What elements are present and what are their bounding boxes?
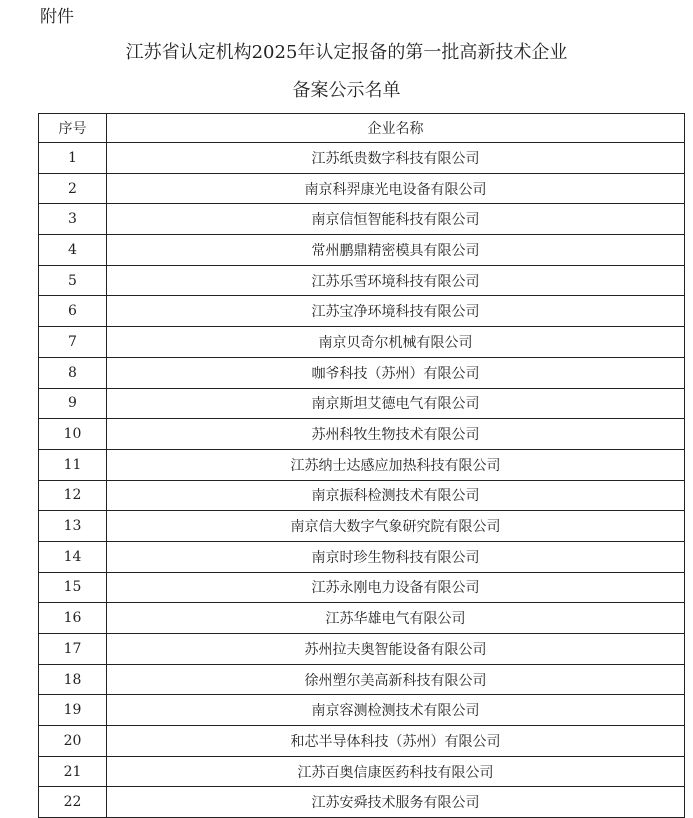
row-company-name: 南京信恒智能科技有限公司 — [107, 204, 685, 235]
company-table — [38, 113, 685, 818]
table-row — [39, 449, 685, 480]
row-serial-number: 11 — [39, 449, 107, 480]
table-row — [39, 357, 685, 388]
row-serial-number: 17 — [39, 634, 107, 665]
row-company-name: 南京振科检测技术有限公司 — [107, 480, 685, 511]
header-company-name: 企业名称 — [107, 114, 685, 143]
row-serial-number: 19 — [39, 695, 107, 726]
row-company-name: 江苏华雄电气有限公司 — [107, 603, 685, 634]
row-company-name: 江苏永刚电力设备有限公司 — [107, 572, 685, 603]
table-row — [39, 204, 685, 235]
attachment-label: 附件 — [40, 7, 74, 27]
row-serial-number: 1 — [39, 143, 107, 174]
table-row — [39, 296, 685, 327]
table-row — [39, 756, 685, 787]
document-title: 江苏省认定机构2025年认定报备的第一批高新技术企业 — [125, 42, 568, 63]
row-serial-number: 6 — [39, 296, 107, 327]
row-company-name: 南京斯坦艾德电气有限公司 — [107, 388, 685, 419]
row-serial-number: 2 — [39, 173, 107, 204]
table-row — [39, 173, 685, 204]
table-row — [39, 726, 685, 757]
row-company-name: 苏州科牧生物技术有限公司 — [107, 419, 685, 450]
header-serial-number: 序号 — [39, 114, 107, 143]
row-serial-number: 18 — [39, 664, 107, 695]
table-row — [39, 541, 685, 572]
row-serial-number: 10 — [39, 419, 107, 450]
document-subtitle: 备案公示名单 — [292, 80, 401, 101]
table-row — [39, 695, 685, 726]
row-company-name: 南京科羿康光电设备有限公司 — [107, 173, 685, 204]
row-serial-number: 4 — [39, 235, 107, 266]
table-row — [39, 480, 685, 511]
row-company-name: 咖爷科技（苏州）有限公司 — [107, 357, 685, 388]
table-row — [39, 603, 685, 634]
row-company-name: 江苏安舜技术服务有限公司 — [107, 787, 685, 818]
table-row — [39, 664, 685, 695]
table-row — [39, 388, 685, 419]
table-row — [39, 511, 685, 542]
row-company-name: 江苏纳士达感应加热科技有限公司 — [107, 449, 685, 480]
table-row — [39, 143, 685, 174]
row-company-name: 江苏纸贵数字科技有限公司 — [107, 143, 685, 174]
row-company-name: 江苏宝净环境科技有限公司 — [107, 296, 685, 327]
row-company-name: 南京信大数字气象研究院有限公司 — [107, 511, 685, 542]
table-row — [39, 787, 685, 818]
row-serial-number: 12 — [39, 480, 107, 511]
row-serial-number: 9 — [39, 388, 107, 419]
row-company-name: 常州鹏鼎精密模具有限公司 — [107, 235, 685, 266]
table-row — [39, 327, 685, 358]
row-serial-number: 20 — [39, 726, 107, 757]
row-company-name: 南京贝奇尔机械有限公司 — [107, 327, 685, 358]
row-serial-number: 14 — [39, 541, 107, 572]
row-company-name: 苏州拉夫奥智能设备有限公司 — [107, 634, 685, 665]
row-serial-number: 21 — [39, 756, 107, 787]
table-row — [39, 265, 685, 296]
table-header-row — [39, 114, 685, 143]
row-company-name: 江苏乐雪环境科技有限公司 — [107, 265, 685, 296]
table-row — [39, 419, 685, 450]
row-company-name: 徐州塑尔美高新科技有限公司 — [107, 664, 685, 695]
row-serial-number: 3 — [39, 204, 107, 235]
row-serial-number: 8 — [39, 357, 107, 388]
row-serial-number: 15 — [39, 572, 107, 603]
table-row — [39, 235, 685, 266]
row-serial-number: 13 — [39, 511, 107, 542]
table-row — [39, 572, 685, 603]
row-company-name: 南京时珍生物科技有限公司 — [107, 541, 685, 572]
row-serial-number: 22 — [39, 787, 107, 818]
row-company-name: 和芯半导体科技（苏州）有限公司 — [107, 726, 685, 757]
row-serial-number: 16 — [39, 603, 107, 634]
row-company-name: 南京容测检测技术有限公司 — [107, 695, 685, 726]
row-serial-number: 7 — [39, 327, 107, 358]
table-row — [39, 634, 685, 665]
row-serial-number: 5 — [39, 265, 107, 296]
row-company-name: 江苏百奥信康医药科技有限公司 — [107, 756, 685, 787]
